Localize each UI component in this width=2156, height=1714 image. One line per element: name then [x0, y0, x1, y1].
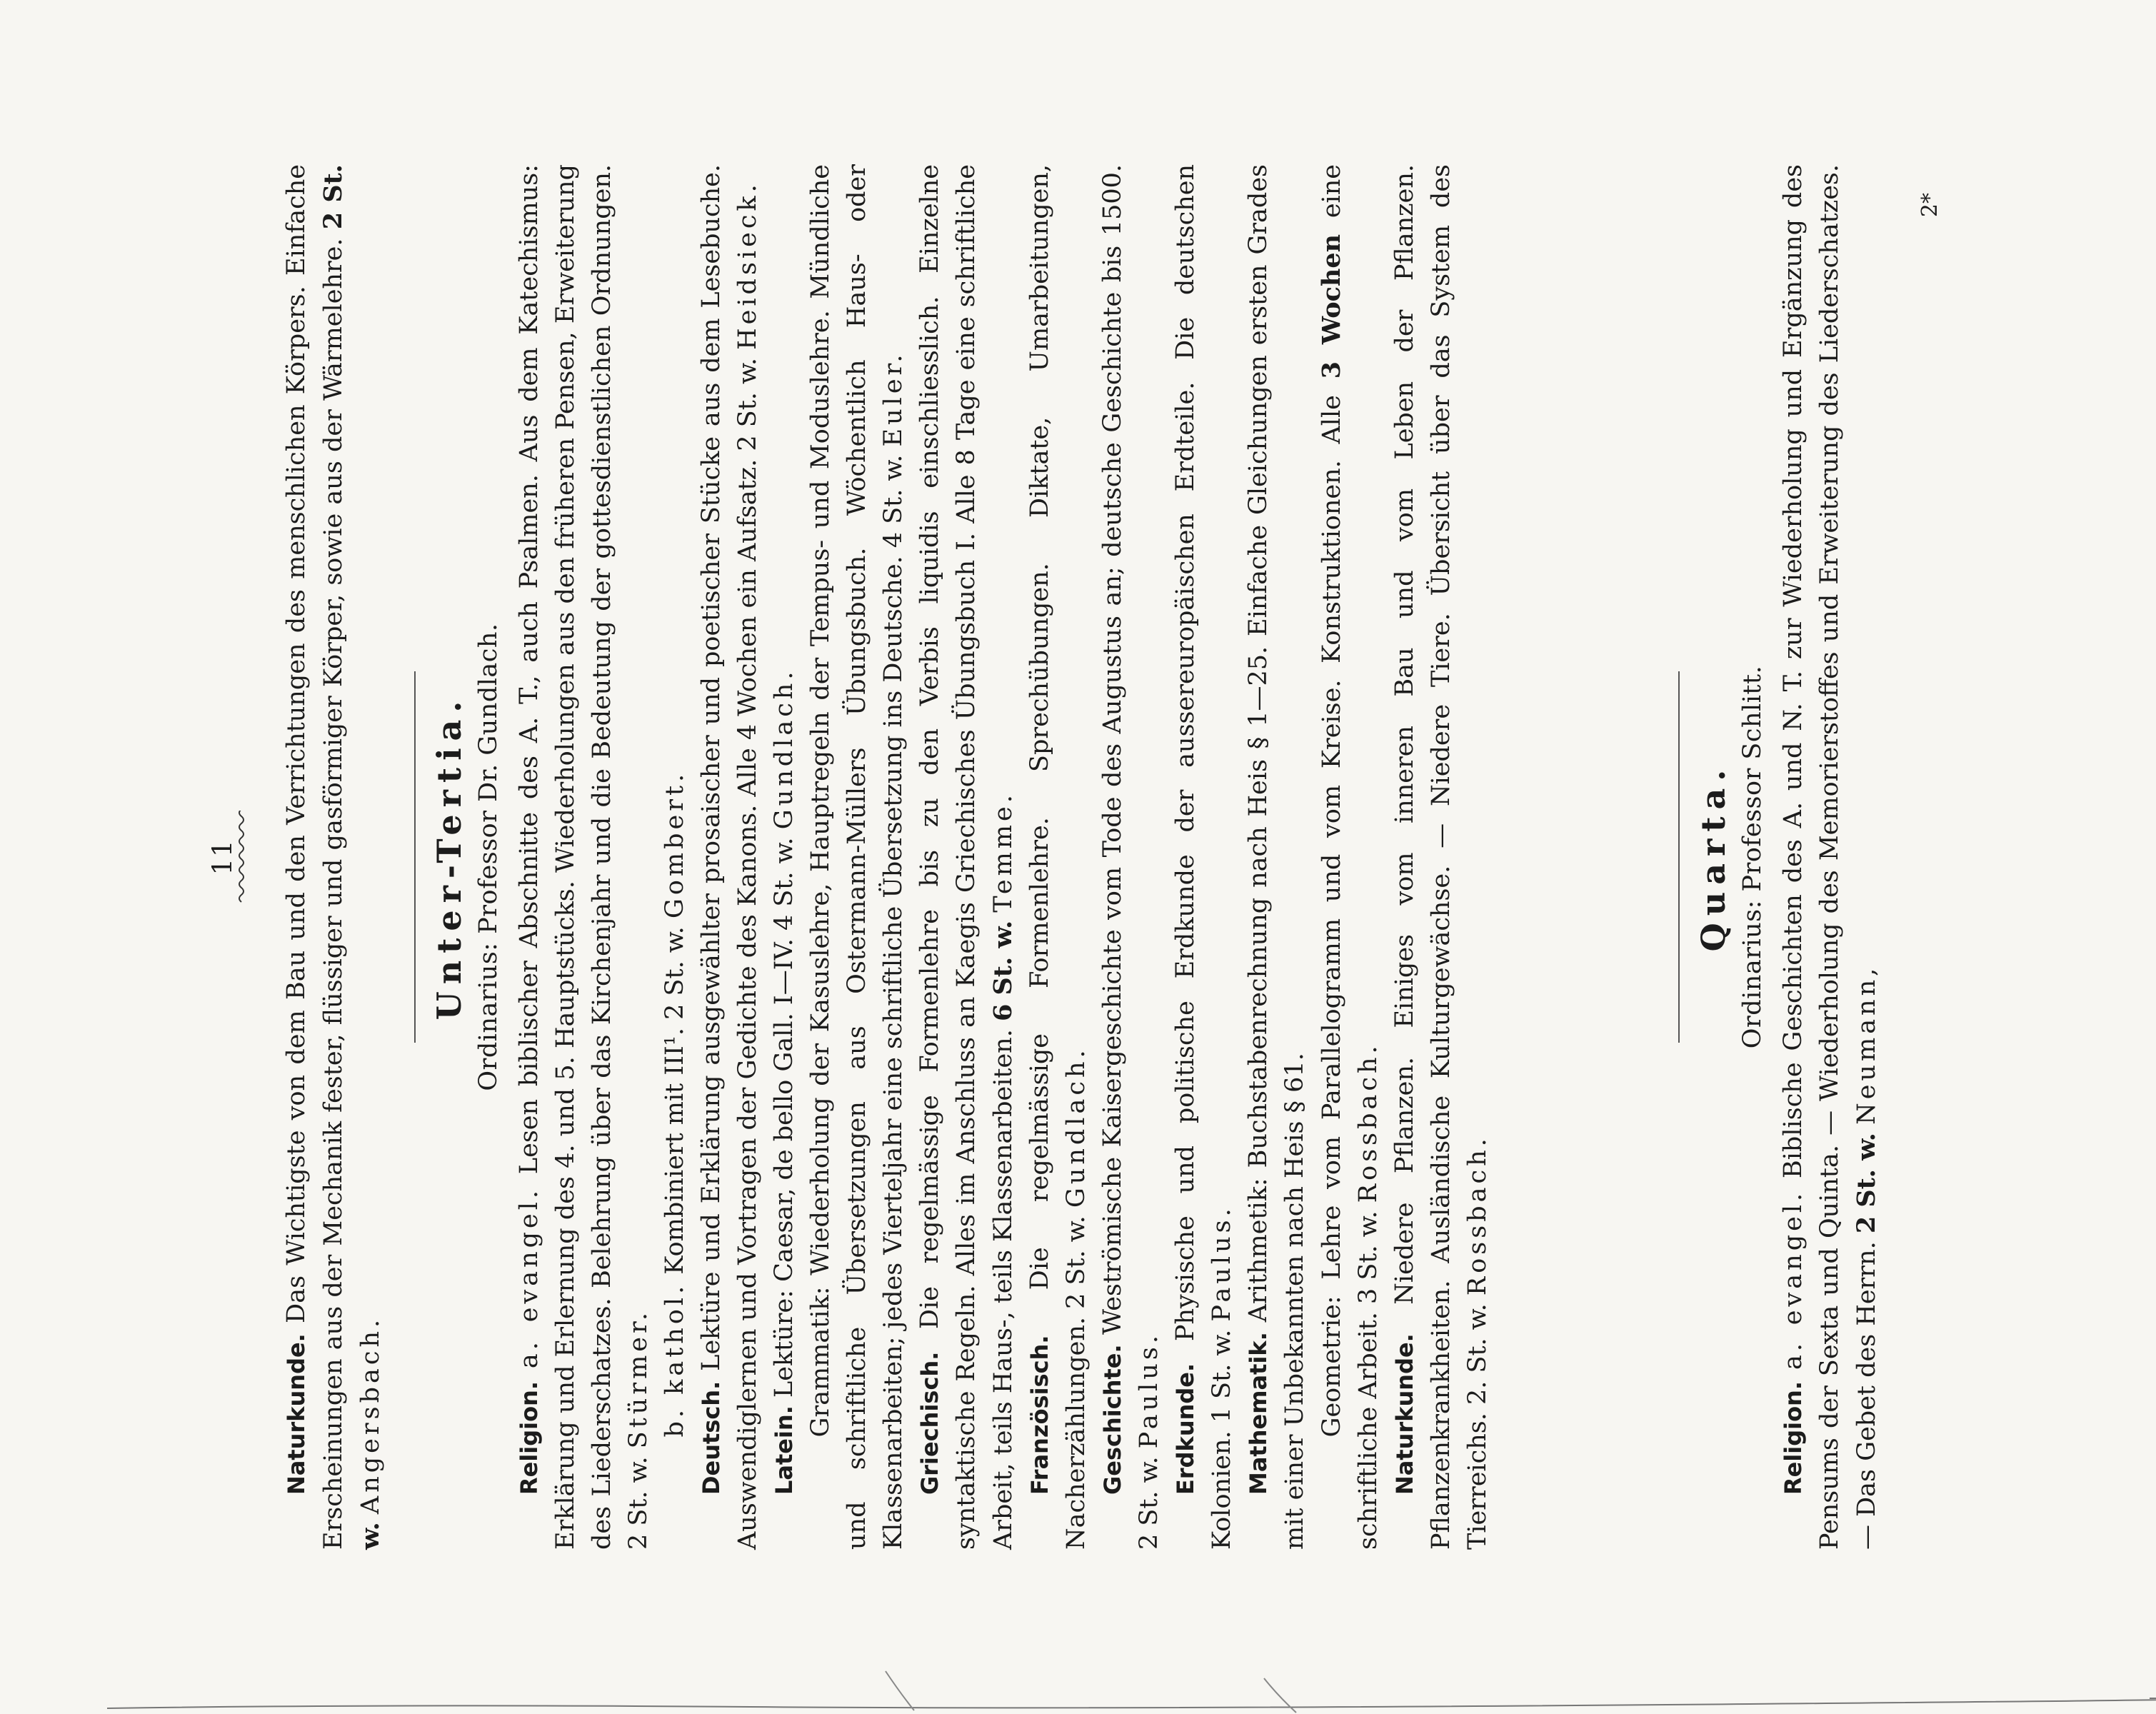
naturkunde-top-paragraph [279, 164, 389, 1550]
mathematik-text: Arithmetik: Buchstabenrechnung nach Heis § 1—25. Einfache Gleichungen ersten Grades mit einer Unbekannten nach Heis § 61. [1244, 164, 1309, 1550]
erdkunde-text: Physische und politische Erdkunde der aussereuropäischen Erdteile. Die deutschen Kolonien. 1 St. w. [1171, 164, 1236, 1550]
erdkunde-teacher: Paulus. [1208, 1205, 1236, 1322]
religion-b-text: Kombiniert mit III¹. 2 St. w. [661, 918, 689, 1283]
religion-b-teacher: Gombert. [661, 770, 689, 919]
latein-teacher: Gundlach. [770, 668, 798, 830]
quarta-religion-text: Biblische Geschichten des A. und N. T. zur Wiederholung und Ergänzung des Pensums der Sexta und Quinta. — Wiederholung des Memorierstoffes und Erweiterung des Liederschatzes. — Das Gebet des Herrn. [1779, 164, 1881, 1550]
naturkunde-teacher: Angersbach. [356, 1315, 385, 1515]
erdkunde-heading: Erdkunde. [1172, 1363, 1199, 1495]
franzoesisch-heading: Französisch. [1026, 1335, 1053, 1495]
unter-tertia-section [393, 164, 1496, 1550]
griechisch-text: Die regelmässige Formenlehre bis zu den Verbis liquidis einschliesslich. Einzelne syntaktische Regeln. Alles im Anschluss an Kaegis Griechisches Übungsbuch I. Alle 8 Tage eine schriftliche Arbeit, teils Haus-, teils Klassenarbeiten. [916, 164, 1018, 1550]
geometrie-text-2: eine schriftliche Arbeit. 3 St. w. [1318, 164, 1383, 1550]
religion-paragraph [511, 164, 657, 1550]
section-divider [1678, 671, 1680, 1043]
latein-grammatik-text: Grammatik: Wiederholung der Kasuslehre, Hauptregeln der Tempus- und Moduslehre. Mündliche und schriftliche Übersetzungen aus Ostermann-Müllers Übungsbuch. Wöchentlich Haus- oder Klassenarbeiten; jedes Vierteljahr eine schriftliche Übersetzung ins Deutsche. 4 St. w. [806, 164, 908, 1550]
naturkunde-text: Das Wichtigste von dem Bau und den Verrichtungen des menschlichen Körpers. Einfache Erscheinungen aus der Mechanik fester, flüssiger und gasförmiger Körper, sowie aus der Wärmelehre. [282, 164, 348, 1550]
griechisch-heading: Griechisch. [916, 1351, 943, 1495]
naturkunde-ut-paragraph [1387, 164, 1496, 1550]
quarta-religion-teacher: Neumann, [1852, 964, 1881, 1125]
quarta-religion-label: a. evangel. [1779, 1189, 1807, 1370]
quarta-title: Quarta. [1694, 762, 1733, 952]
quarta-ordinarius: Ordinarius: Professor Schlitt. [1738, 665, 1767, 1049]
section-divider [414, 671, 416, 1043]
page-number: 11 [207, 838, 238, 876]
griechisch-teacher: Temme. [989, 791, 1018, 913]
religion-a-teacher: Stürmer. [624, 1309, 653, 1449]
griechisch-hours: 6 St. w. [988, 920, 1018, 1022]
unter-tertia-title: Unter-Tertia. [430, 693, 468, 1021]
geometrie-weeks: 3 Wochen [1317, 234, 1346, 379]
griechisch-paragraph [912, 164, 1022, 1550]
latein-paragraph [766, 164, 803, 1550]
top-section [279, 164, 389, 1550]
deutsch-teacher: Heidsieck. [733, 181, 762, 350]
quarta-religion-hours: 2 St. w. [1852, 1133, 1881, 1234]
signature-mark: 2* [1917, 193, 1942, 218]
deutsch-paragraph [693, 164, 766, 1550]
religion-b-label: b. kathol. [661, 1282, 689, 1438]
religion-b-paragraph [657, 164, 693, 1550]
franzoesisch-teacher: Gundlach. [1062, 1046, 1090, 1208]
quarta-religion-paragraph [1775, 164, 1885, 1550]
geometrie-paragraph [1313, 164, 1387, 1550]
geschichte-paragraph [1095, 164, 1168, 1550]
unter-tertia-ordinarius: Ordinarius: Professor Dr. Gundlach. [474, 623, 503, 1091]
geometrie-text: Geometrie: Lehre vom Parallelogramm und vom Kreise. Konstruktionen. Alle [1318, 379, 1346, 1438]
mathematik-paragraph [1240, 164, 1313, 1550]
quarta-religion-heading: Religion. [1780, 1380, 1807, 1495]
mathematik-teacher: Rossbach. [1354, 1042, 1383, 1203]
geschichte-teacher: Paulus. [1135, 1332, 1163, 1449]
latein-grammatik-paragraph [803, 164, 912, 1550]
wavy-ornament [236, 811, 247, 903]
latein-grammatik-teacher: Euler. [879, 351, 908, 447]
scan-edge-artifact [0, 1664, 2156, 1714]
deutsch-text: Lektüre und Erklärung ausgewählter prosaischer und poetischer Stücke aus dem Lesebuche. Auswendiglernen und Vortragen der Gedichte des Kanons. Alle 4 Wochen ein Aufsatz. 2 St. w. [697, 164, 762, 1550]
naturkunde-heading: Naturkunde. [283, 1333, 310, 1495]
franzoesisch-paragraph [1022, 164, 1095, 1550]
latein-heading: Latein. [771, 1405, 798, 1495]
religion-a-label: a. evangel. [515, 1186, 543, 1369]
quarta-section [1657, 164, 1885, 1550]
religion-a-text: Lesen biblischer Abschnitte des A. T., auch Psalmen. Aus dem Katechismus: Erklärung und Erlernung des 4. und 5. Hauptstücks. Wiederholungen aus den früheren Pensen, Erweiterung des Liederschatzes. Belehrung über das Kirchenjahr und die Bedeutung der gottesdienstlichen Ordnungen. 2 St. w. [515, 164, 653, 1550]
franzoesisch-text: Die regelmässige Formenlehre. Sprechübungen. Diktate, Umarbeitungen, Nacherzählungen. 2 St. w. [1026, 164, 1090, 1550]
latein-text: Lektüre: Caesar, de bello Gall. I—IV. 4 St. w. [770, 829, 798, 1406]
naturkunde-ut-teacher: Rossbach. [1463, 1135, 1492, 1296]
geschichte-heading: Geschichte. [1099, 1344, 1126, 1495]
religion-heading: Religion. [516, 1380, 543, 1495]
geschichte-text: Weströmische Kaisergeschichte vom Tode des Augustus an; deutsche Geschichte bis 1500. 2 St. w. [1098, 164, 1163, 1550]
naturkunde-hours: 2 St. w. [319, 164, 385, 1550]
naturkunde-ut-heading: Naturkunde. [1391, 1333, 1418, 1495]
erdkunde-paragraph [1168, 164, 1240, 1550]
naturkunde-ut-text: Niedere Pflanzen. Einiges vom inneren Bau und vom Leben der Pflanzen. Pflanzenkrankheiten. Ausländische Kulturgewächse. — Niedere Tiere. Übersicht über das System des Tierreichs. 2. St. w. [1390, 164, 1492, 1550]
rotated-page [207, 164, 2007, 1550]
mathematik-heading: Mathematik. [1245, 1332, 1272, 1495]
deutsch-heading: Deutsch. [698, 1380, 725, 1495]
